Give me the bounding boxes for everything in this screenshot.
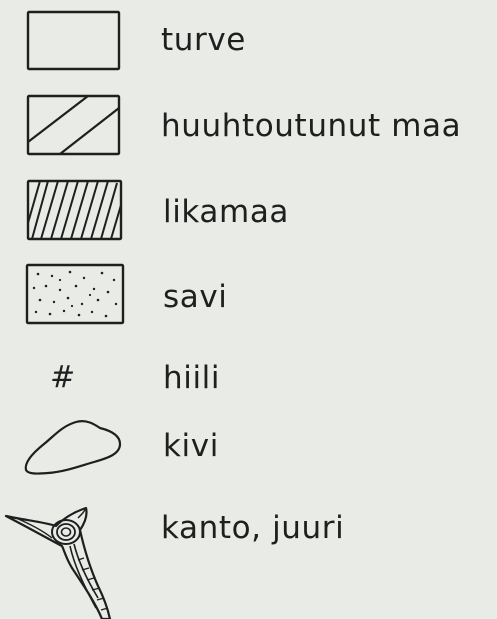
legend-item-turve — [0, 0, 497, 90]
hash-icon: # — [50, 360, 76, 395]
legend-label-kanto-juuri: kanto, juuri — [161, 510, 345, 546]
stump-root-icon — [4, 498, 128, 619]
legend-label-hiili: hiili — [163, 360, 221, 396]
legend-label-likamaa: likamaa — [163, 194, 290, 230]
legend-item-kanto-juuri — [0, 490, 497, 619]
legend-item-savi — [0, 258, 497, 338]
legend-label-huuhtoutunut-maa: huuhtoutunut maa — [161, 108, 462, 144]
empty-rectangle-icon — [26, 10, 122, 72]
legend-item-kivi — [0, 412, 497, 482]
diagonal-hatch-rectangle-icon — [26, 94, 122, 158]
stone-outline-icon — [22, 416, 128, 476]
legend-item-hiili — [0, 350, 497, 410]
dense-hatch-rectangle-icon — [26, 179, 124, 243]
legend-label-kivi: kivi — [163, 428, 219, 464]
dotted-rectangle-icon — [24, 262, 128, 328]
legend-item-likamaa — [0, 175, 497, 255]
legend-label-turve: turve — [161, 22, 246, 58]
legend-item-huuhtoutunut-maa — [0, 90, 497, 170]
legend-label-savi: savi — [163, 279, 228, 315]
